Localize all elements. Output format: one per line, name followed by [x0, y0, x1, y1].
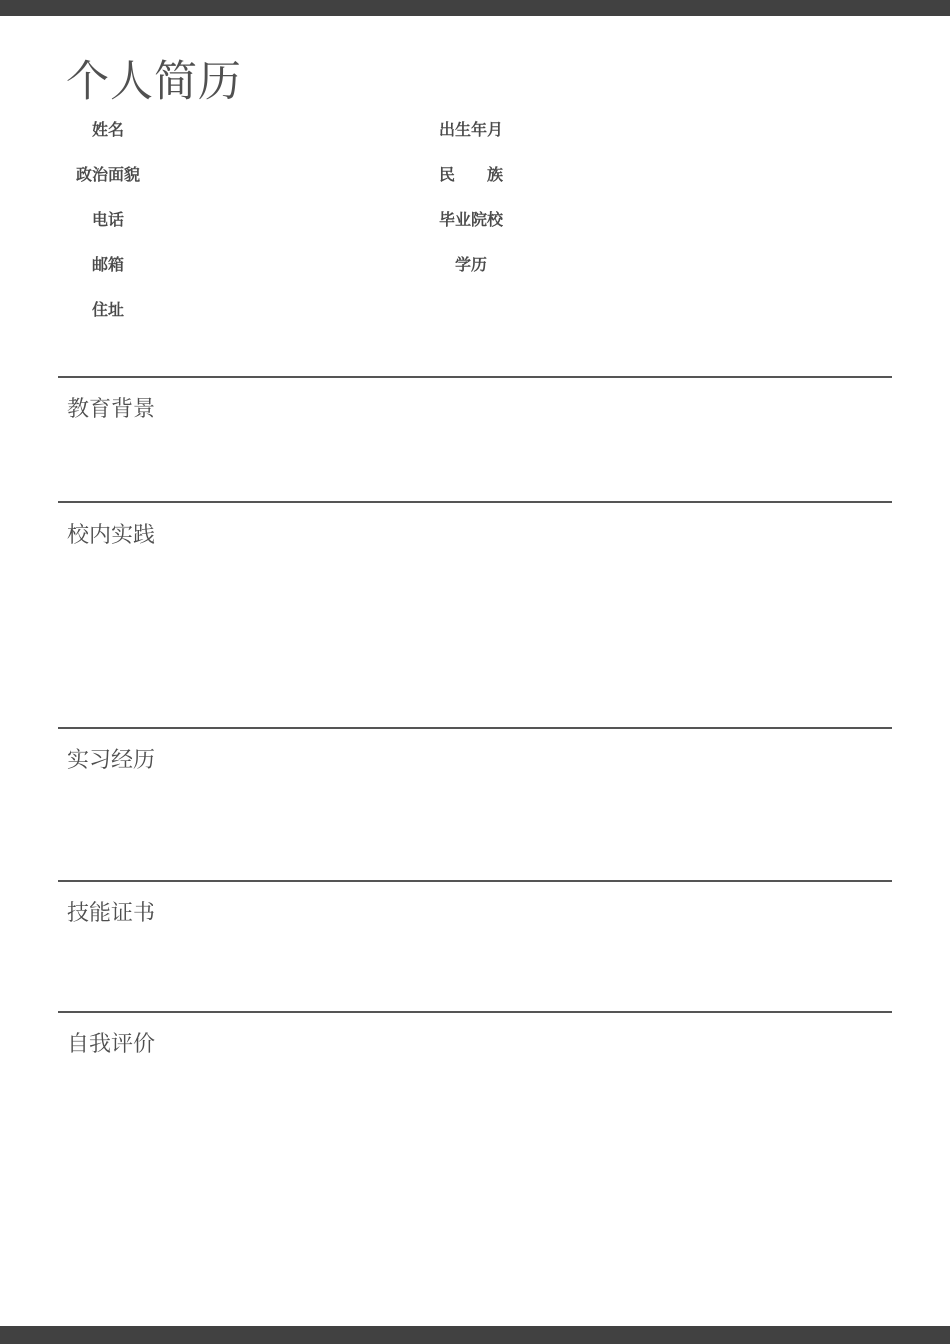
section-divider [58, 1011, 892, 1013]
label-political-status: 政治面貌 [75, 165, 140, 184]
label-phone: 电话 [91, 210, 124, 229]
section-title-skills: 技能证书 [67, 901, 156, 926]
top-bar [0, 0, 950, 16]
section-divider [58, 376, 892, 378]
section-title-education: 教育背景 [67, 397, 156, 422]
section-title-campus-practice: 校内实践 [67, 523, 156, 548]
label-degree: 学历 [454, 255, 487, 274]
label-birth-date: 出生年月 [438, 120, 503, 139]
label-email: 邮箱 [91, 255, 124, 274]
label-name: 姓名 [91, 120, 124, 139]
label-address: 住址 [91, 300, 124, 319]
section-divider [58, 880, 892, 882]
section-title-internship: 实习经历 [67, 748, 156, 773]
section-divider [58, 727, 892, 729]
bottom-bar [0, 1326, 950, 1344]
label-school: 毕业院校 [438, 210, 503, 229]
section-title-self-evaluation: 自我评价 [67, 1032, 156, 1057]
page-title: 个人简历 [66, 57, 242, 107]
section-divider [58, 501, 892, 503]
label-ethnicity: 民 族 [438, 165, 503, 184]
